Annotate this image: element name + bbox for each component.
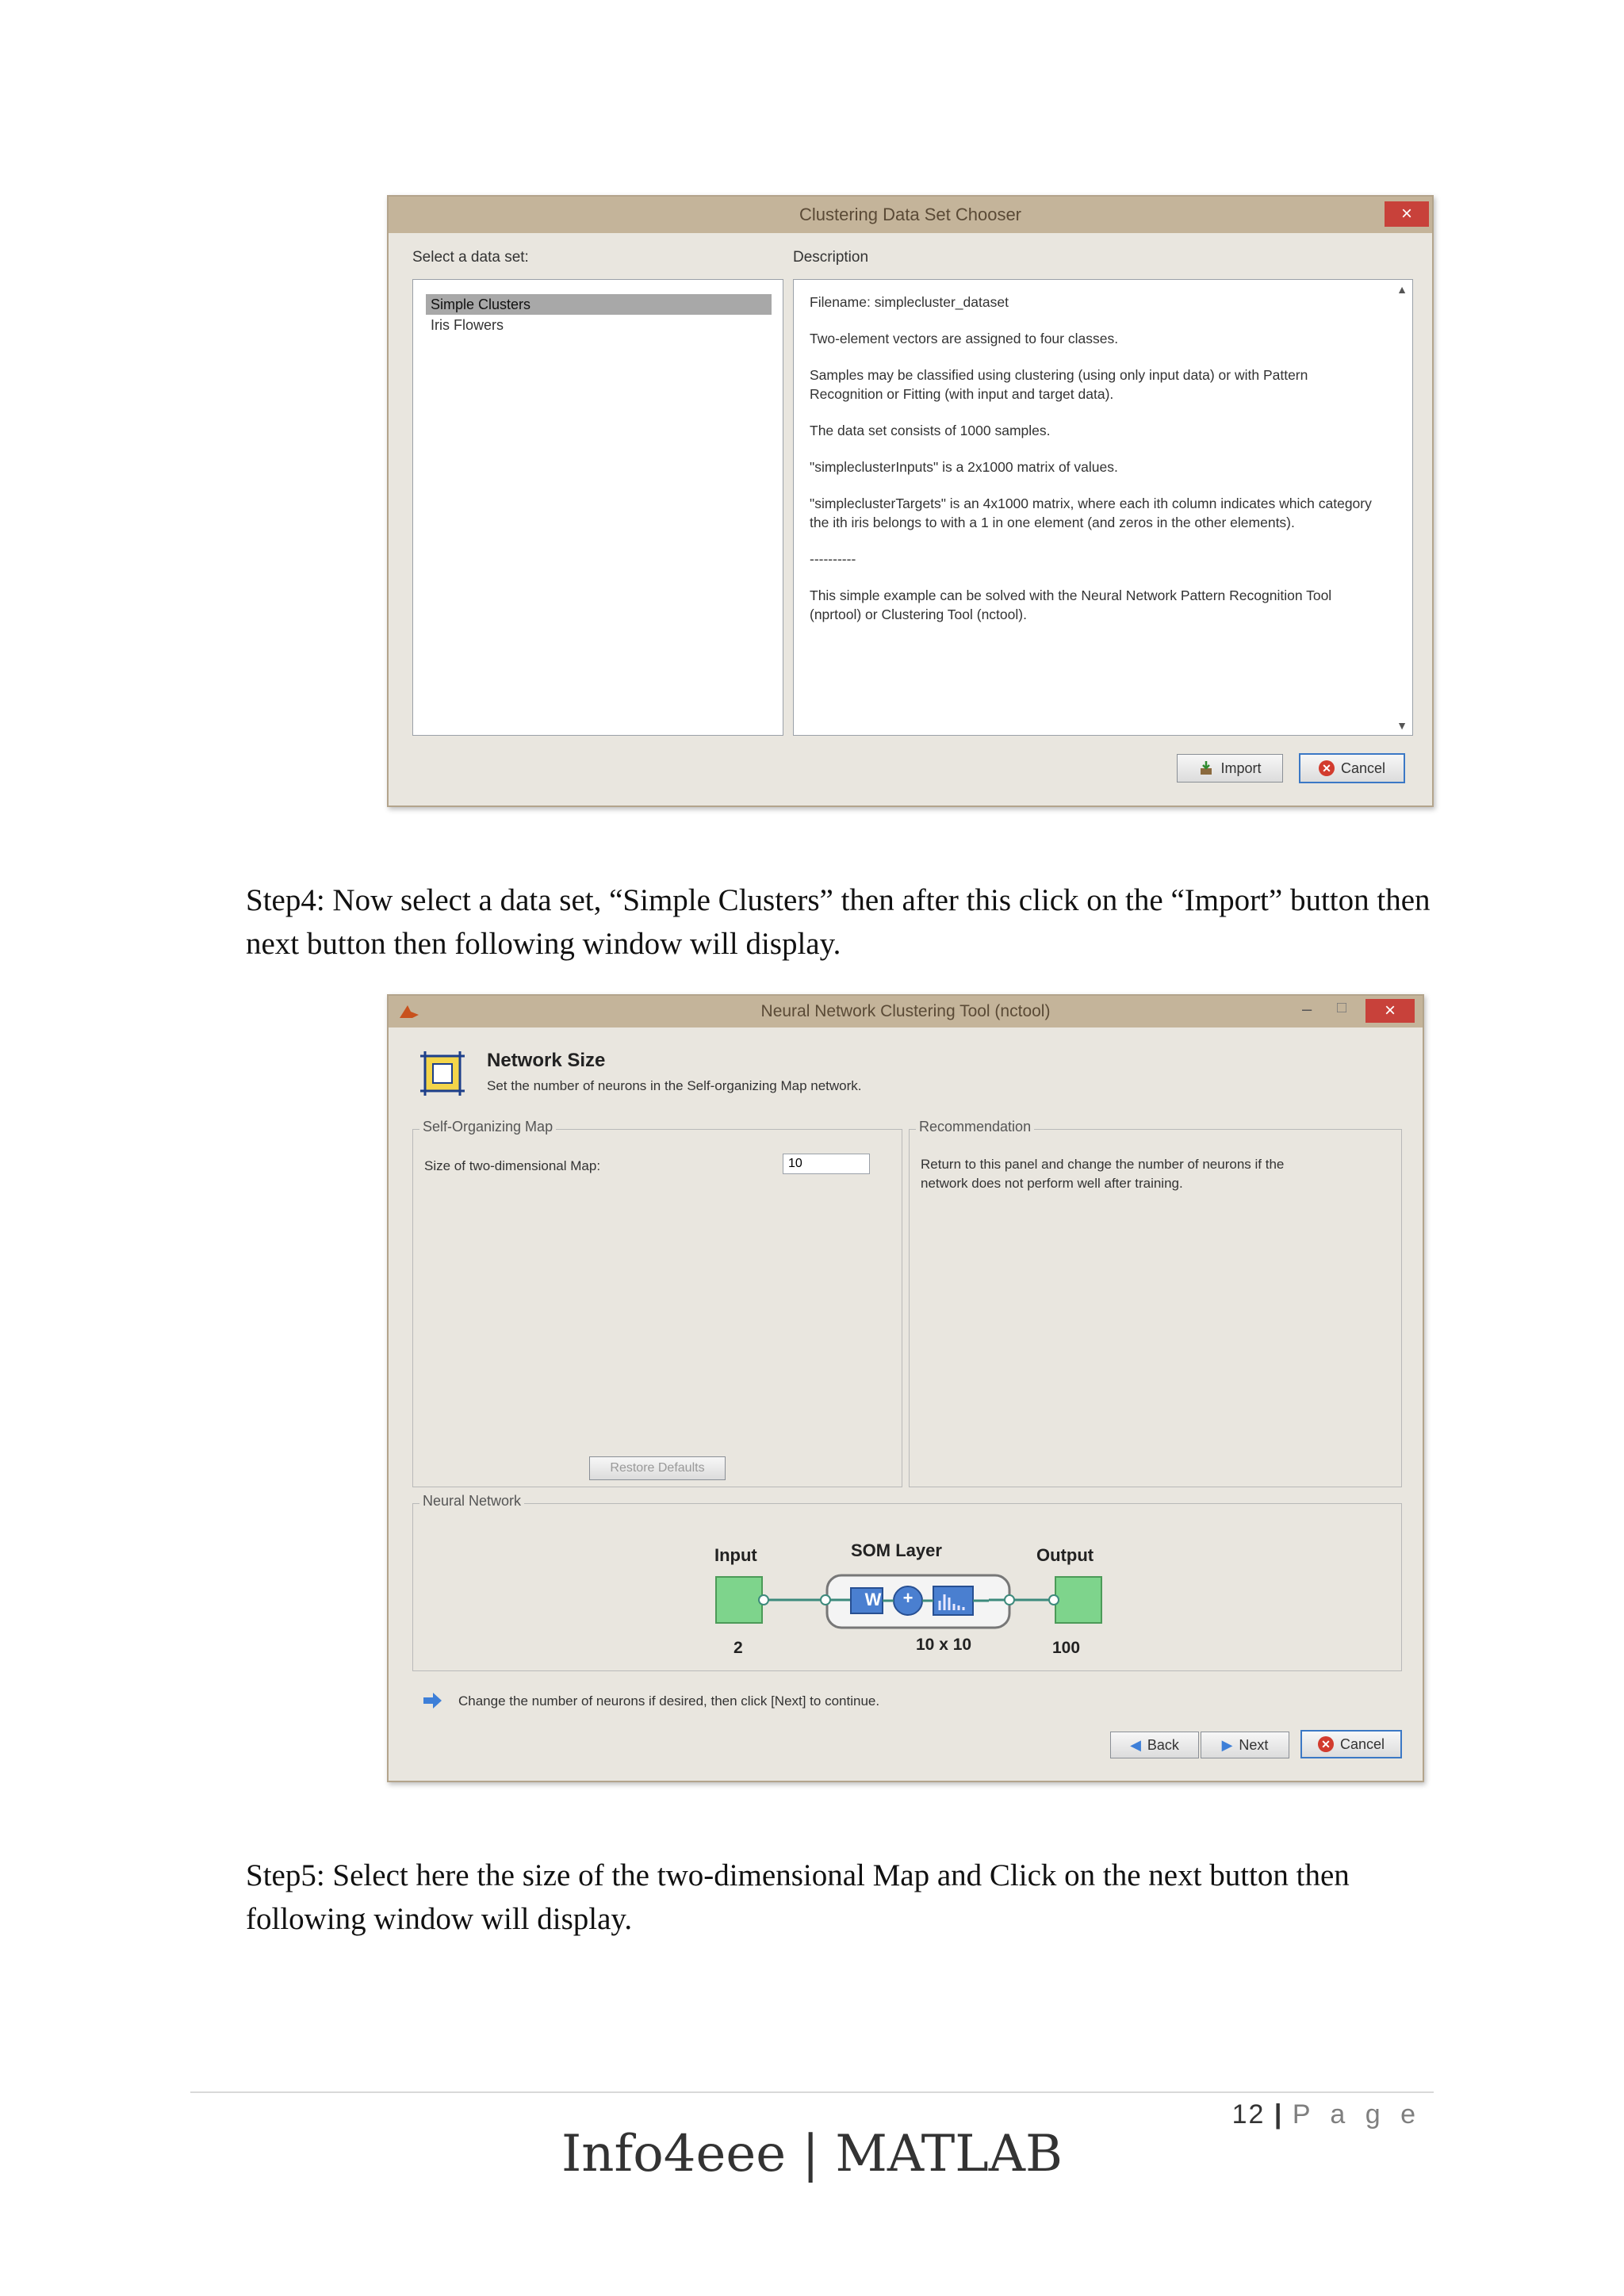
hint-text: Change the number of neurons if desired, then click [Next] to continue. — [458, 1693, 880, 1709]
header-title: Network Size — [487, 1050, 606, 1071]
data-set-list[interactable] — [412, 279, 783, 736]
back-arrow-icon: ◀ — [1130, 1736, 1141, 1753]
close-button[interactable]: × — [1365, 999, 1415, 1023]
som-group — [412, 1119, 902, 1487]
import-icon — [1198, 760, 1214, 776]
map-size-input[interactable] — [783, 1154, 870, 1174]
map-size-label: Size of two-dimensional Map: — [424, 1158, 601, 1173]
nn-input-size: 2 — [733, 1639, 743, 1657]
restore-defaults-button[interactable] — [589, 1456, 726, 1480]
footer-brand: Info4eee | MATLAB — [561, 2125, 1063, 2183]
window-title: Clustering Data Set Chooser — [389, 197, 1432, 233]
description-line: ---------- — [810, 551, 856, 567]
description-line: Two-element vectors are assigned to four classes. — [810, 331, 1119, 346]
import-button-label: Import — [1220, 760, 1262, 776]
step4-paragraph: Step4: Now select a data set, “Simple Clusters” then after this click on the “Import” button then next button then following window will display. — [246, 883, 1431, 961]
nn-input-label: Input — [714, 1545, 757, 1565]
maximize-button[interactable]: □ — [1337, 999, 1347, 1016]
page-number-separator: | — [1274, 2099, 1284, 2130]
scroll-up-icon[interactable]: ▲ — [1396, 283, 1408, 296]
recommendation-text: Return to this panel and change the number of neurons if the network does not perform well after training. — [921, 1157, 1285, 1191]
back-button[interactable] — [1110, 1732, 1199, 1758]
page-number-value: 12 — [1231, 2099, 1266, 2130]
nctool-window — [387, 994, 1424, 1782]
footer-divider — [190, 2091, 1434, 2093]
restore-defaults-label: Restore Defaults — [610, 1461, 705, 1475]
description-line: "simpleclusterTargets" is an 4x1000 matrix, where each ith column indicates which category the ith iris belongs to with a 1 in one element (and zeros in the other elements). — [810, 496, 1372, 530]
description-line: This simple example can be solved with the Neural Network Pattern Recognition Tool (nprtool) or Clustering Tool (nctool). — [810, 587, 1332, 622]
page-word: P a g e — [1292, 2099, 1422, 2130]
plus-label: + — [902, 1588, 914, 1608]
back-button-label: Back — [1147, 1736, 1179, 1753]
list-item-simple-clusters[interactable]: Simple Clusters — [426, 294, 772, 315]
network-size-icon — [419, 1050, 466, 1097]
description-label: Description — [793, 249, 869, 266]
nn-layer-label: SOM Layer — [851, 1540, 942, 1560]
output-block — [1055, 1577, 1101, 1623]
select-data-set-label: Select a data set: — [412, 249, 529, 266]
header-subtitle: Set the number of neurons in the Self-organizing Map network. — [487, 1078, 862, 1093]
matlab-logo-icon — [398, 1002, 420, 1021]
neural-network-group-label: Neural Network — [419, 1493, 524, 1510]
recommendation-group — [909, 1119, 1402, 1487]
window-title: Neural Network Clustering Tool (nctool) — [389, 996, 1423, 1027]
nn-layer-size: 10 x 10 — [916, 1636, 972, 1654]
recommendation-group-label: Recommendation — [916, 1119, 1034, 1135]
description-line: Samples may be classified using clustering (using only input data) or with Pattern Recognition or Fitting (with input and target data). — [810, 367, 1308, 402]
close-button[interactable]: × — [1385, 201, 1429, 227]
next-arrow-icon: ▶ — [1221, 1736, 1233, 1753]
input-block — [716, 1577, 762, 1623]
cancel-icon: ✕ — [1319, 760, 1335, 776]
cancel-button-label: Cancel — [1340, 760, 1386, 776]
next-button-label: Next — [1239, 1736, 1269, 1753]
som-group-label: Self-Organizing Map — [419, 1119, 556, 1135]
neural-network-group — [412, 1493, 1402, 1671]
description-line: The data set consists of 1000 samples. — [810, 423, 1051, 438]
description-line: "simpleclusterInputs" is a 2x1000 matrix of values. — [810, 459, 1118, 475]
import-button[interactable] — [1177, 754, 1283, 783]
clustering-data-set-chooser-window — [387, 195, 1434, 807]
description-panel — [793, 279, 1413, 736]
nn-output-label: Output — [1036, 1545, 1094, 1565]
list-item-iris-flowers[interactable]: Iris Flowers — [431, 317, 504, 333]
cancel-icon: ✕ — [1318, 1736, 1334, 1752]
hint-arrow-icon — [422, 1692, 442, 1709]
scroll-down-icon[interactable]: ▼ — [1396, 719, 1408, 732]
minimize-button[interactable]: – — [1302, 999, 1312, 1019]
cancel-button[interactable] — [1300, 1730, 1402, 1758]
cancel-button[interactable] — [1299, 753, 1405, 783]
w-label: W — [864, 1590, 882, 1609]
next-button[interactable] — [1201, 1732, 1289, 1758]
nn-output-size: 100 — [1052, 1639, 1081, 1657]
cancel-button-label: Cancel — [1339, 1735, 1385, 1752]
description-line: Filename: simplecluster_dataset — [810, 294, 1009, 310]
step5-paragraph: Step5: Select here the size of the two-dimensional Map and Click on the next button then following window will display. — [246, 1858, 1350, 1936]
